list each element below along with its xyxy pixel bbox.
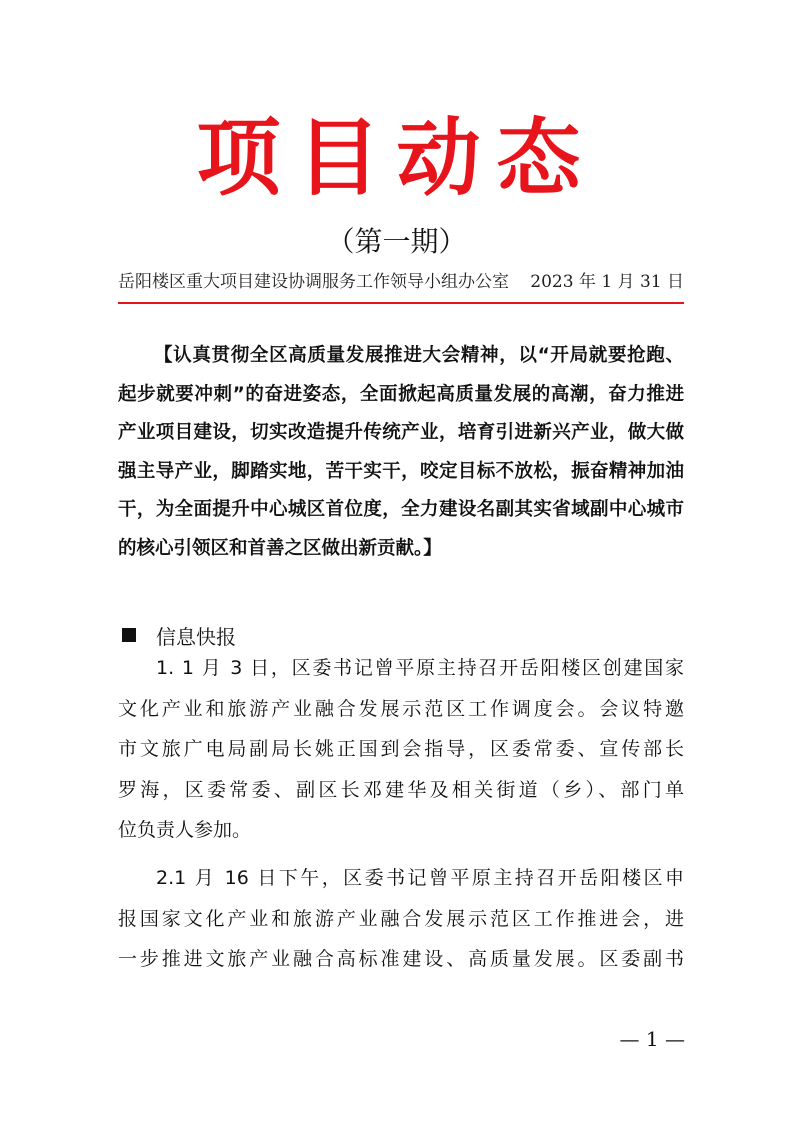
news-item-line: 文化产业和旅游产业融合发展示范区工作调度会。会议特邀 <box>118 697 684 720</box>
news-item-line: 罗海，区委常委、副区长邓建华及相关街道（乡）、部门单 <box>118 778 684 801</box>
summary-line: 产业项目建设，切实改造提升传统产业，培育引进新兴产业，做大做 <box>118 422 684 443</box>
news-item-line: 位负责人参加。 <box>118 819 252 841</box>
section-heading <box>118 618 236 652</box>
issue-date: 2023 年 1 月 31 日 <box>530 272 684 292</box>
section-heading-text: 信息快报 <box>156 624 236 649</box>
news-item-2 <box>118 858 684 980</box>
page-number: — 1 — <box>619 1027 685 1051</box>
summary-line: 起步就要冲刺”的奋进姿态，全面掀起高质量发展的高潮，奋力推进 <box>118 383 684 405</box>
summary-line: 干，为全面提升中心城区首位度，全力建设名副其实省域副中心城市 <box>118 499 684 520</box>
issuer-name: 岳阳楼区重大项目建设协调服务工作领导小组办公室 <box>118 272 509 292</box>
news-item-1 <box>118 648 684 851</box>
masthead-red-rule <box>118 302 684 304</box>
black-square-icon <box>122 628 136 642</box>
issuer-line <box>118 270 684 294</box>
summary-line: 【认真贯彻全区高质量发展推进大会精神，以“开局就要抢跑、 <box>154 345 684 366</box>
issue-number: （第一期） <box>326 225 467 258</box>
summary-line: 强主导产业，脚踏实地，苦干实干，咬定目标不放松，振奋精神加油 <box>118 460 684 482</box>
news-item-line: 市文旅广电局副局长姚正国到会指导，区委常委、宣传部长 <box>118 738 684 760</box>
masthead-title: 项目动态 <box>196 108 597 207</box>
news-item-line: 1. 1 月 3 日，区委书记曾平原主持召开岳阳楼区创建国家 <box>156 657 684 679</box>
summary-line: 的核心引领区和首善之区做出新贡献。】 <box>118 537 442 559</box>
news-item-line: 一步推进文旅产业融合高标准建设、高质量发展。区委副书 <box>118 948 684 970</box>
news-item-line: 2.1 月 16 日下午，区委书记曾平原主持召开岳阳楼区申 <box>156 867 684 889</box>
news-item-line: 报国家文化产业和旅游产业融合发展示范区工作推进会，进 <box>118 907 684 930</box>
summary-block <box>118 337 684 568</box>
